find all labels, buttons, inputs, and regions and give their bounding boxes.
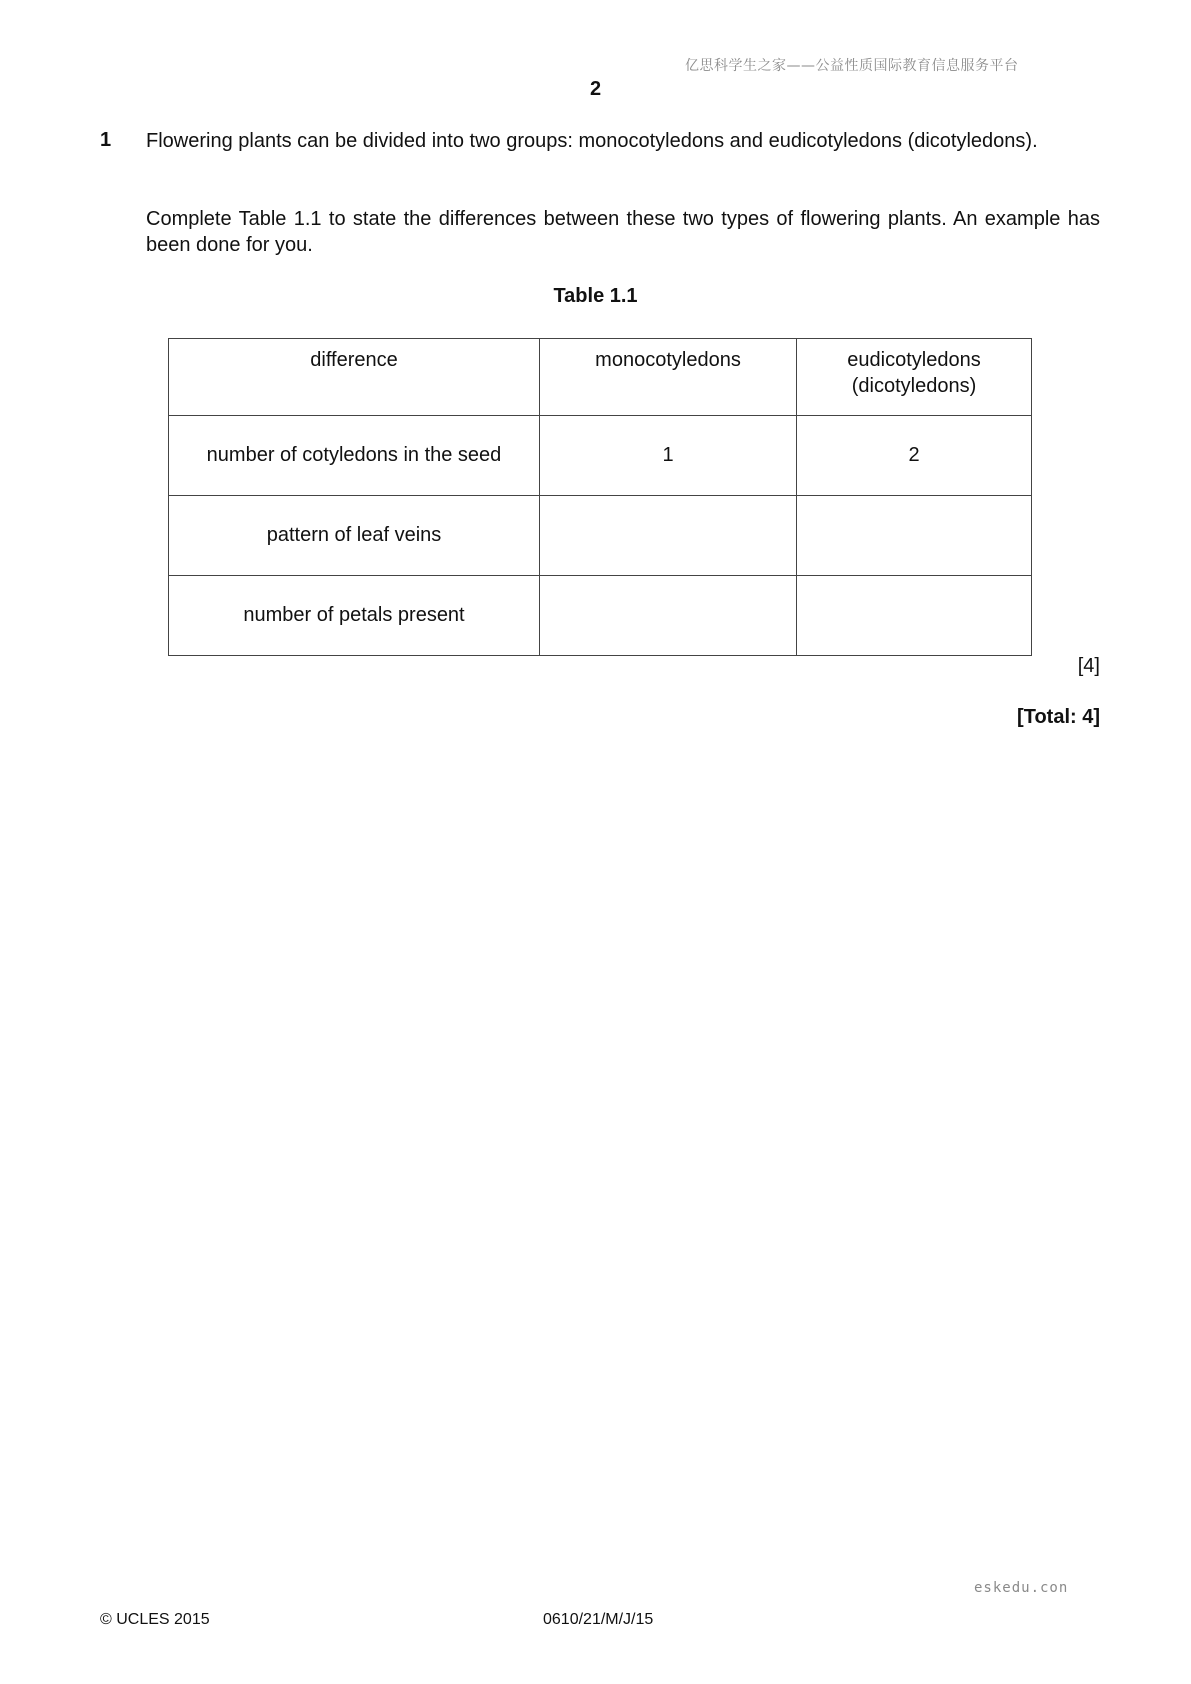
cell-eudicotyledons: 2 (797, 416, 1032, 496)
question-intro: Flowering plants can be divided into two groups: monocotyledons and eudicotyledons (dicotyledons). (146, 130, 1038, 152)
marks-label: [4] (1077, 655, 1100, 677)
header-difference: difference (169, 339, 540, 416)
answer-cell-monocotyledons[interactable] (540, 576, 797, 656)
header-monocotyledons: monocotyledons (540, 339, 797, 416)
differences-table (168, 338, 1032, 656)
header-eudicotyledons-line2: (dicotyledons) (851, 375, 977, 397)
table-row (169, 416, 1032, 496)
cell-difference: number of petals present (169, 576, 540, 656)
total-marks-label: [Total: 4] (1017, 706, 1100, 728)
watermark-top: 亿思科学生之家——公益性质国际教育信息服务平台 (685, 58, 1019, 74)
table-caption: Table 1.1 (553, 285, 638, 307)
copyright-footer: © UCLES 2015 (100, 1611, 210, 1628)
answer-cell-monocotyledons[interactable] (540, 496, 797, 576)
page-number: 2 (589, 78, 602, 100)
paper-code-footer: 0610/21/M/J/15 (543, 1611, 654, 1628)
cell-monocotyledons: 1 (540, 416, 797, 496)
table-row (169, 576, 1032, 656)
answer-cell-eudicotyledons[interactable] (797, 496, 1032, 576)
table-header-row (169, 339, 1032, 416)
answer-cell-eudicotyledons[interactable] (797, 576, 1032, 656)
question-instruction: Complete Table 1.1 to state the differences between these two types of flowering plants. An example has been done for you. (146, 208, 1100, 256)
cell-difference: pattern of leaf veins (169, 496, 540, 576)
header-eudicotyledons (797, 339, 1032, 416)
header-eudicotyledons-line1: eudicotyledons (847, 349, 981, 371)
watermark-bottom: eskedu.con (974, 1580, 1069, 1596)
question-number: 1 (100, 129, 112, 151)
table-row (169, 496, 1032, 576)
cell-difference: number of cotyledons in the seed (169, 416, 540, 496)
